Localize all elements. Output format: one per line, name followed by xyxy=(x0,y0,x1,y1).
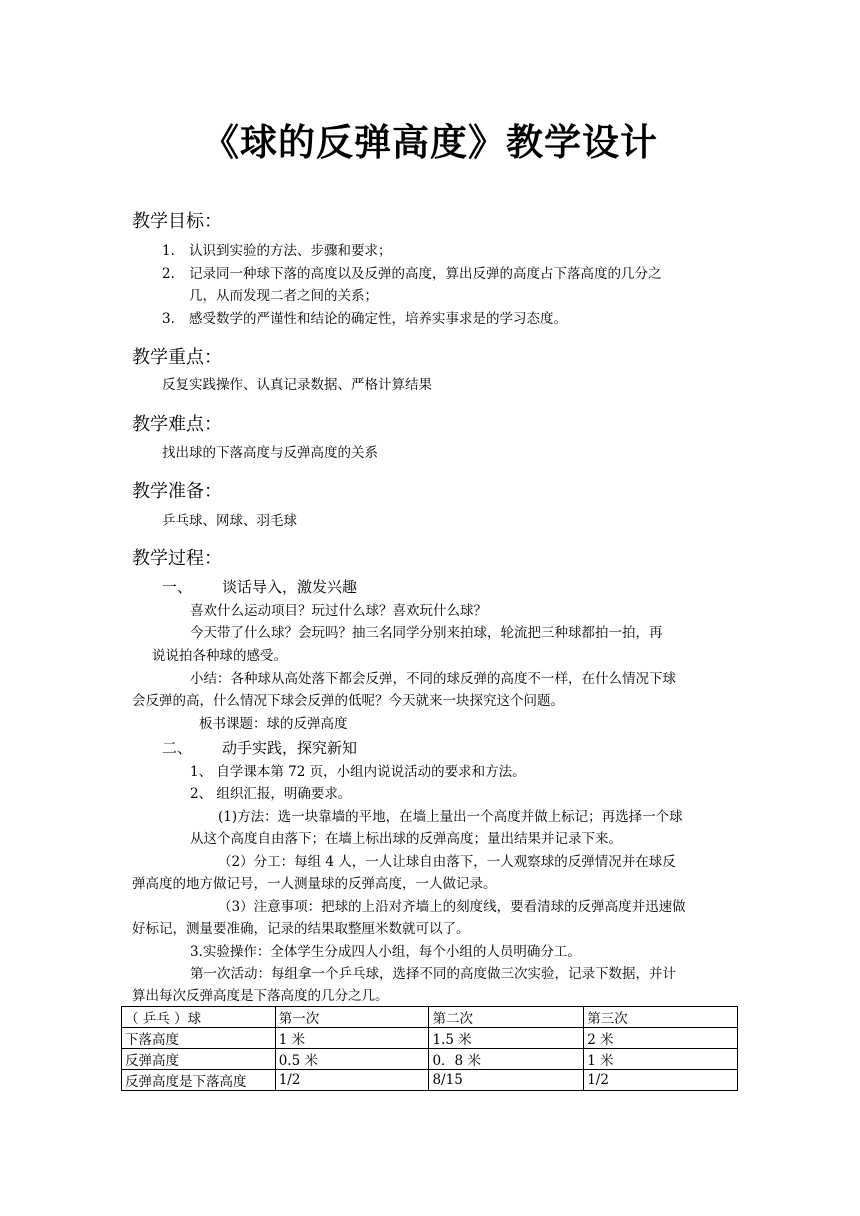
table-header-cell: 第一次 xyxy=(275,1007,429,1028)
table-cell: 1.5 米 xyxy=(429,1028,584,1049)
table-cell: 1 米 xyxy=(584,1049,738,1070)
section2-number: 二、 xyxy=(162,739,193,757)
table-header-cell: 第三次 xyxy=(584,1007,738,1028)
table-cell: 1/2 xyxy=(584,1070,738,1091)
table-cell: 反弹高度 xyxy=(122,1049,276,1070)
table-cell: 8/15 xyxy=(429,1070,584,1091)
objective-item-2-line-1: 记录同一种球下落的高度以及反弹的高度，算出反弹的高度占下落高度的几分之 xyxy=(189,266,662,282)
objective-number-2: 2. xyxy=(162,266,175,282)
table-cell: 1 米 xyxy=(275,1028,429,1049)
section1-para2-line2: 说说拍各种球的感受。 xyxy=(152,648,287,664)
section2-notes-line1: （3）注意事项：把球的上沿对齐墙上的刻度线，要看清球的反弹高度并迅速做 xyxy=(218,899,686,915)
table-header-cell: 第二次 xyxy=(429,1007,584,1028)
table-cell: 1/2 xyxy=(275,1070,429,1091)
section2-step2: 2、 组织汇报，明确要求。 xyxy=(190,786,352,802)
section2-activity1-line2: 算出每次反弹高度是下落高度的几分之几。 xyxy=(132,988,389,1004)
objective-item-2-line-2: 几，从而发现二者之间的关系； xyxy=(189,288,378,304)
table-row xyxy=(122,1049,738,1070)
table-cell: 反弹高度是下落高度 xyxy=(122,1070,276,1091)
section2-title: 动手实践，探究新知 xyxy=(222,739,358,757)
objective-number-3: 3. xyxy=(162,311,175,327)
objective-number-1: 1. xyxy=(162,243,175,259)
section1-para3-line1: 小结：各种球从高处落下都会反弹，不同的球反弹的高度不一样，在什么情况下球 xyxy=(190,671,676,687)
section1-para1: 喜欢什么运动项目？玩过什么球？喜欢玩什么球？ xyxy=(190,603,487,619)
section1-para3-line2: 会反弹的高，什么情况下球会反弹的低呢？今天就来一块探究这个问题。 xyxy=(132,693,564,709)
table-row xyxy=(122,1070,738,1091)
table-row xyxy=(122,1028,738,1049)
section2-step1: 1、 自学课本第 72 页，小组内说说活动的要求和方法。 xyxy=(190,764,526,780)
section2-division-line2: 弹高度的地方做记号，一人测量球的反弹高度，一人做记录。 xyxy=(132,876,497,892)
section2-activity1-line1: 第一次活动：每组拿一个乒乓球，选择不同的高度做三次实验，记录下数据，并计 xyxy=(190,966,676,982)
page-title: 《球的反弹高度》教学设计 xyxy=(202,121,658,164)
key-points-text: 反复实践操作、认真记录数据、严格计算结果 xyxy=(162,377,432,393)
table-cell: 0.5 米 xyxy=(275,1049,429,1070)
section2-notes-line2: 好标记，测量要准确，记录的结果取整厘米数就可以了。 xyxy=(132,921,470,937)
record-table xyxy=(121,1006,738,1091)
section1-board-title: 板书课题：球的反弹高度 xyxy=(199,716,348,732)
table-header-cell: （ 乒乓 ）球 xyxy=(122,1007,276,1028)
objective-item-1: 认识到实验的方法、步骤和要求； xyxy=(189,243,392,259)
section1-para2-line1: 今天带了什么球？会玩吗？抽三名同学分别来拍球，轮流把三种球都拍一拍，再 xyxy=(190,625,663,641)
objectives-heading: 教学目标： xyxy=(132,211,222,232)
table-cell: 下落高度 xyxy=(122,1028,276,1049)
section2-division-line1: （2）分工：每组 4 人，一人让球自由落下，一人观察球的反弹情况并在球反 xyxy=(218,854,676,870)
section2-method-line2: 从这个高度自由落下；在墙上标出球的反弹高度；量出结果并记录下来。 xyxy=(190,831,622,847)
section1-number: 一、 xyxy=(162,578,193,596)
table-cell: 2 米 xyxy=(584,1028,738,1049)
process-heading: 教学过程： xyxy=(132,548,222,569)
section2-step3: 3.实验操作：全体学生分成四人小组，每个小组的人员明确分工。 xyxy=(190,944,581,960)
preparation-heading: 教学准备： xyxy=(132,481,222,502)
difficulties-heading: 教学难点： xyxy=(132,414,222,435)
table-header-row xyxy=(122,1007,738,1028)
key-points-heading: 教学重点： xyxy=(132,347,222,368)
difficulties-text: 找出球的下落高度与反弹高度的关系 xyxy=(162,445,378,461)
objective-item-3: 感受数学的严谨性和结论的确定性，培养实事求是的学习态度。 xyxy=(189,311,567,327)
table-cell: 0．8 米 xyxy=(429,1049,584,1070)
preparation-text: 乒乓球、网球、羽毛球 xyxy=(162,513,297,529)
section2-method-line1: (1)方法：选一块靠墙的平地，在墙上量出一个高度并做上标记；再选择一个球 xyxy=(218,809,683,825)
section1-title: 谈话导入，激发兴趣 xyxy=(222,578,358,596)
